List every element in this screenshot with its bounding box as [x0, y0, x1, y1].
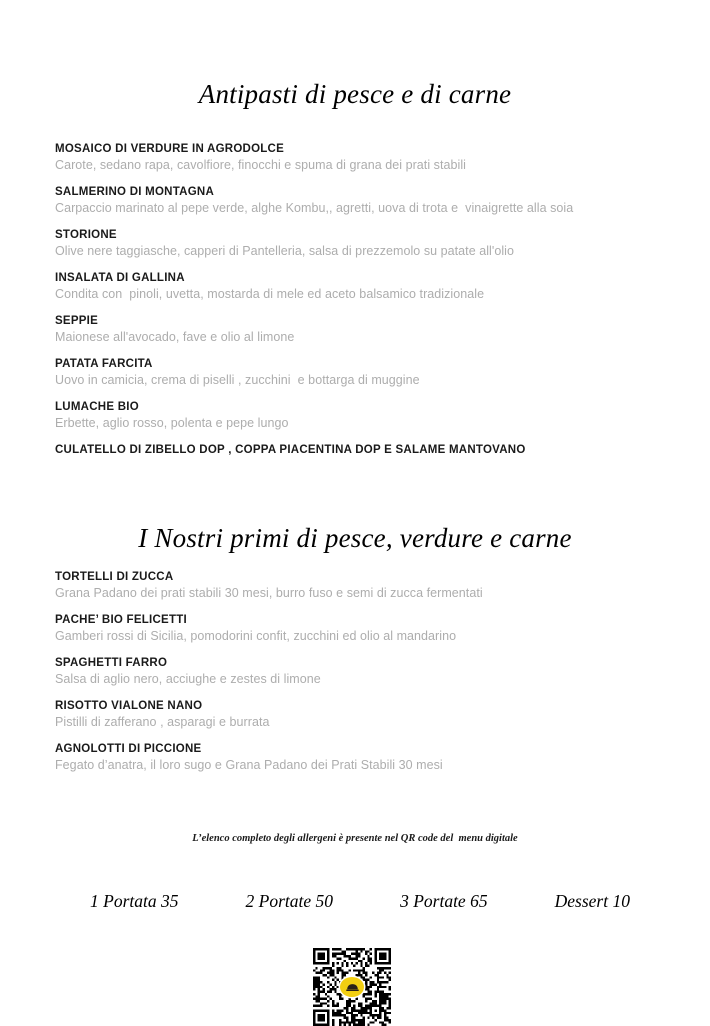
menu-item-description: Grana Padano dei prati stabili 30 mesi, burro fuso e semi di zucca fermentati: [55, 586, 483, 600]
menu-item-name: CULATELLO DI ZIBELLO DOP , COPPA PIACENTINA DOP E SALAME MANTOVANO: [55, 444, 526, 456]
prices-row: [90, 890, 630, 912]
menu-item-description: Olive nere taggiasche, capperi di Pantelleria, salsa di prezzemolo su patate all'olio: [55, 244, 514, 258]
menu-item-name: PACHE’ BIO FELICETTI: [55, 614, 187, 626]
menu-item-name: LUMACHE BIO: [55, 401, 139, 413]
menu-item-name: SEPPIE: [55, 315, 99, 327]
menu-item-name: SALMERINO DI MONTAGNA: [55, 186, 215, 198]
menu-item-name: AGNOLOTTI DI PICCIONE: [55, 743, 202, 755]
menu-item: [55, 570, 670, 602]
price-option: 1 Portata 35: [90, 891, 179, 911]
menu-item-name: STORIONE: [55, 229, 117, 241]
menu-item-name: RISOTTO VIALONE NANO: [55, 700, 203, 712]
menu-item: [55, 400, 670, 432]
menu-item-description: Carpaccio marinato al pepe verde, alghe Kombu,, agretti, uova di trota e vinaigrette alla soia: [55, 201, 574, 215]
qr-code[interactable]: [313, 948, 391, 1026]
menu-item-name: INSALATA DI GALLINA: [55, 272, 185, 284]
menu-item-description: Condita con pinoli, uvetta, mostarda di mele ed aceto balsamico tradizionale: [55, 287, 485, 301]
menu-item-description: Erbette, aglio rosso, polenta e pepe lungo: [55, 416, 289, 430]
allergen-note: L’elenco completo degli allergeni è presente nel QR code del menu digitale: [192, 833, 518, 844]
menu-item: [55, 185, 670, 217]
menu-item-name: TORTELLI DI ZUCCA: [55, 571, 174, 583]
menu-item: [55, 228, 670, 260]
menu-item-name: SPAGHETTI FARRO: [55, 657, 168, 669]
menu-item: [55, 142, 670, 174]
menu-item-description: Carote, sedano rapa, cavolfiore, finocchi e spuma di grana dei prati stabili: [55, 158, 466, 172]
menu-item-list-antipasti: [55, 142, 670, 470]
menu-item-name: PATATA FARCITA: [55, 358, 153, 370]
section-title-primi: I Nostri primi di pesce, verdure e carne: [138, 523, 572, 553]
menu-item-description: Salsa di aglio nero, acciughe e zestes di limone: [55, 672, 321, 686]
menu-item-description: Fegato d’anatra, il loro sugo e Grana Padano dei Prati Stabili 30 mesi: [55, 758, 443, 772]
menu-item-list-primi: [55, 570, 670, 774]
price-option: 3 Portate 65: [400, 891, 488, 911]
menu-item: [55, 271, 670, 303]
price-option: Dessert 10: [554, 891, 630, 911]
menu-item: [55, 656, 670, 688]
menu-item: [55, 443, 670, 458]
price-option: 2 Portate 50: [245, 891, 334, 911]
qr-code-center-logo: [340, 977, 364, 997]
menu-item-name: MOSAICO DI VERDURE IN AGRODOLCE: [55, 143, 285, 155]
menu-item: [55, 314, 670, 346]
menu-item: [55, 613, 670, 645]
logo-mark-icon: [345, 982, 360, 993]
section-title-antipasti: Antipasti di pesce e di carne: [198, 79, 512, 109]
menu-item: [55, 742, 670, 774]
menu-item-description: Pistilli di zafferano , asparagi e burrata: [55, 715, 270, 729]
menu-item-description: Maionese all'avocado, fave e olio al limone: [55, 330, 295, 344]
menu-item-description: Gamberi rossi di Sicilia, pomodorini confit, zucchini ed olio al mandarino: [55, 629, 457, 643]
menu-item: [55, 699, 670, 731]
menu-item-description: Uovo in camicia, crema di piselli , zucchini e bottarga di muggine: [55, 373, 420, 387]
menu-item: [55, 357, 670, 389]
